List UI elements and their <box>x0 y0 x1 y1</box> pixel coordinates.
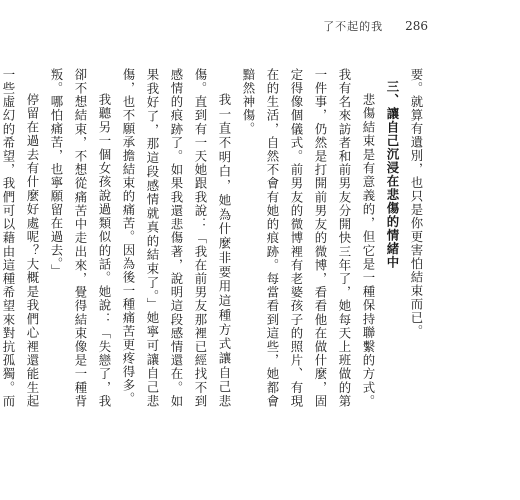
paragraph-4: 停留在過去有什麼好處呢？大概是我們心裡還能生起一些虛幻的希望，我們可以藉由這種希望來對抗孤獨。而 <box>1 68 40 408</box>
running-title: 了不起的我 <box>323 20 384 33</box>
paragraph-3: 我聽另一個女孩說過類似的話。她說：「失戀了，我卻不想結束，不想從痛苦中走出來，覺得結束像是一種背叛。哪怕痛苦，也寧願留在過去。」 <box>49 68 112 408</box>
paragraph-continued: 要。就算有遺別，也只是你更害怕結束而已。 <box>409 68 424 338</box>
section-heading: 三、讓自己沉浸在悲傷的情緒中 <box>385 80 400 270</box>
paragraph-1: 悲傷結束是有意義的，但它是一種保持聯繫的方式。我有名來訪者和前男友分開快三年了，她每天上班做的第一件事，仍然是打開前男友的微博，看看他在做什麼，固定得像個儀式。前男友的微博裡有老婆孩子的照片、有現在的生活，自然不會有她的痕跡。每當看到這些，她都會黯然神傷。 <box>241 68 376 408</box>
vertical-text-body <box>1 68 428 408</box>
running-header <box>323 18 428 34</box>
paragraph-2: 我一直不明白，她為什麼非要用這種方式讓自己悲傷。直到有一天她跟我說：「我在前男友那裡已經找不到感情的痕跡了。如果我還悲傷著，說明這段感情還在。如果我好了，那這段感情就真的結束了。」她寧可讓自己悲傷，也不願承擔結束的痛苦。因為後一種痛苦更疼得多。 <box>121 68 232 408</box>
page-number: 286 <box>405 19 428 33</box>
